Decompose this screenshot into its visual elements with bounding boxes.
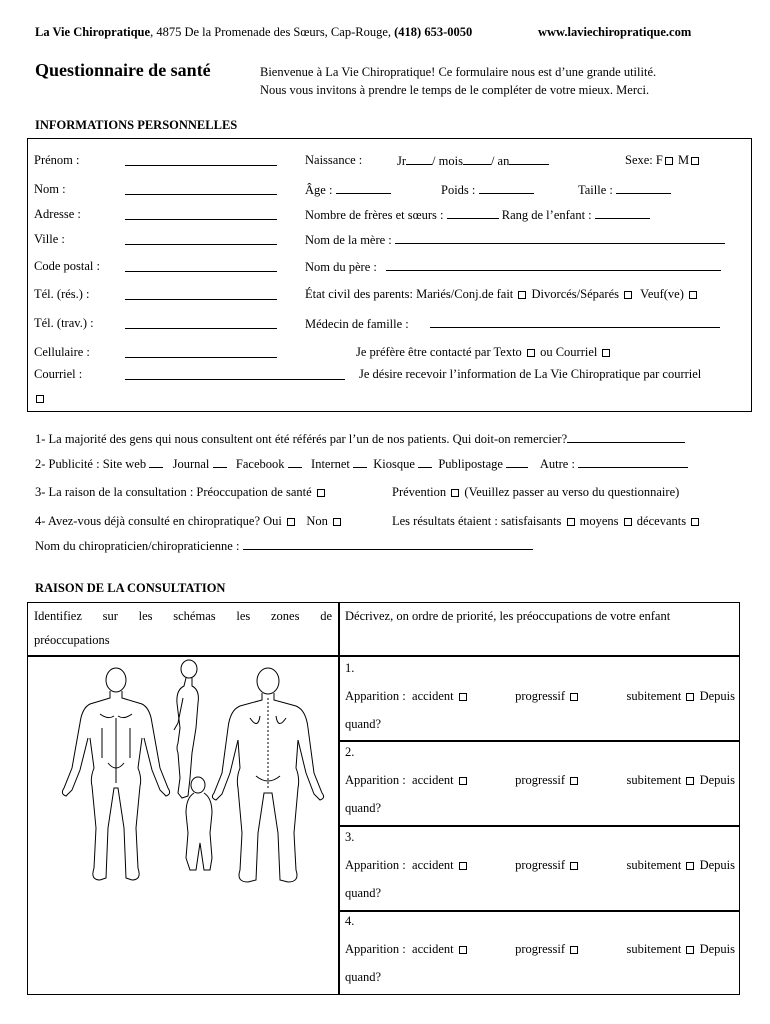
p4-accident-checkbox[interactable]	[459, 946, 467, 954]
priority-2-quand: quand?	[345, 801, 382, 815]
priority-2-number: 2.	[345, 745, 355, 759]
divorces-checkbox[interactable]	[624, 291, 632, 299]
chiro-name: Nom du chiropraticien/chiropraticienne :	[35, 538, 533, 554]
p2-subitement-checkbox[interactable]	[686, 777, 694, 785]
satisfaisants-checkbox[interactable]	[567, 518, 575, 526]
priority-3-quand: quand?	[345, 886, 382, 900]
clinic-name: La Vie Chiropratique	[35, 25, 151, 39]
priority-4-quand: quand?	[345, 970, 382, 984]
mois-field[interactable]	[463, 153, 491, 165]
texto-checkbox[interactable]	[527, 349, 535, 357]
priority-4-number: 4.	[345, 914, 355, 928]
label-nom: Nom :	[34, 182, 66, 196]
naissance-jr: Jr / mois / an	[397, 153, 549, 169]
label-tel-trav: Tél. (trav.) :	[34, 316, 94, 330]
maries-checkbox[interactable]	[518, 291, 526, 299]
back-body-figure	[212, 668, 323, 882]
clinic-website: www.laviechiropratique.com	[538, 25, 692, 39]
p3-subitement-checkbox[interactable]	[686, 862, 694, 870]
naissance-label: Naissance :	[305, 153, 363, 167]
pere-label: Nom du père :	[305, 259, 721, 275]
prenom-field[interactable]	[125, 165, 277, 166]
body-diagram[interactable]	[50, 658, 335, 893]
poids-label: Poids :	[441, 182, 534, 198]
right-header: Décrivez, on ordre de priorité, les préoccupations de votre enfant	[345, 609, 671, 623]
question-3-prevention: Prévention (Veuillez passer au verso du questionnaire)	[392, 485, 680, 499]
header-line	[35, 25, 472, 40]
etat-civil: État civil des parents: Mariés/Conj.de fait Divorcés/Séparés Veuf(ve)	[305, 287, 699, 302]
p3-accident-checkbox[interactable]	[459, 862, 467, 870]
jr-field[interactable]	[406, 153, 432, 165]
left-header-2: préoccupations	[34, 633, 110, 647]
p2-accident-checkbox[interactable]	[459, 777, 467, 785]
mere-label: Nom de la mère :	[305, 232, 725, 248]
page-title: Questionnaire de santé	[35, 60, 211, 80]
prevention-checkbox[interactable]	[451, 489, 459, 497]
taille-label: Taille :	[578, 182, 671, 198]
q1-field[interactable]	[567, 431, 685, 443]
oui-checkbox[interactable]	[287, 518, 295, 526]
medecin-label: Médecin de famille :	[305, 316, 720, 332]
code-postal-field[interactable]	[125, 271, 277, 272]
label-ville: Ville :	[34, 232, 65, 246]
left-header: Identifiez sur les schémas les zones de	[34, 609, 332, 623]
label-tel-res: Tél. (rés.) :	[34, 287, 90, 301]
question-4: 4- Avez-vous déjà consulté en chiropratique? Oui Non	[35, 514, 343, 529]
consultation-heading: RAISON DE LA CONSULTATION	[35, 581, 226, 595]
age-label: Âge :	[305, 182, 391, 198]
priority-3-apparition: Apparition : accident progressif subitement Depuis	[345, 858, 735, 872]
p2-progressif-checkbox[interactable]	[570, 777, 578, 785]
poids-field[interactable]	[479, 182, 534, 194]
label-courriel: Courriel :	[34, 367, 83, 381]
question-4-results: Les résultats étaient : satisfaisants moyens décevants	[392, 514, 701, 529]
age-field[interactable]	[336, 182, 391, 194]
mere-field[interactable]	[395, 232, 725, 244]
label-code-postal: Code postal :	[34, 259, 100, 273]
non-checkbox[interactable]	[333, 518, 341, 526]
an-field[interactable]	[509, 153, 549, 165]
tel-trav-field[interactable]	[125, 328, 277, 329]
p1-accident-checkbox[interactable]	[459, 693, 467, 701]
label-adresse: Adresse :	[34, 207, 81, 221]
clinic-phone: (418) 653-0050	[394, 25, 473, 39]
ville-field[interactable]	[125, 244, 277, 245]
rang-field[interactable]	[595, 207, 650, 219]
question-3: 3- La raison de la consultation : Préoccupation de santé	[35, 485, 327, 500]
intro-line-2: Nous vous invitons à prendre le temps de le compléter de votre mieux. Merci.	[260, 83, 650, 97]
adresse-field[interactable]	[125, 219, 277, 220]
courriel-pref-checkbox[interactable]	[602, 349, 610, 357]
priority-3-number: 3.	[345, 830, 355, 844]
p4-subitement-checkbox[interactable]	[686, 946, 694, 954]
priority-1-apparition: Apparition : accident progressif subitement Depuis	[345, 689, 735, 703]
tel-res-field[interactable]	[125, 299, 277, 300]
nom-field[interactable]	[125, 194, 277, 195]
recevoir-info: Je désire recevoir l’information de La Vie Chiropratique par courriel	[359, 367, 702, 381]
courriel-field[interactable]	[125, 379, 345, 380]
label-cellulaire: Cellulaire :	[34, 345, 90, 359]
freres-field[interactable]	[447, 207, 499, 219]
p1-progressif-checkbox[interactable]	[570, 693, 578, 701]
sexe-f-checkbox[interactable]	[665, 157, 673, 165]
priority-1-number: 1.	[345, 661, 355, 675]
veuf-checkbox[interactable]	[689, 291, 697, 299]
intro-line-1: Bienvenue à La Vie Chiropratique! Ce formulaire nous est d’une grande utilité.	[260, 65, 657, 79]
sexe-field: Sexe: F M	[625, 153, 701, 168]
personal-heading: INFORMATIONS PERSONNELLES	[35, 118, 238, 132]
question-1: 1- La majorité des gens qui nous consultent ont été référés par l’un de nos patients. Qui doit-on remercier?	[35, 431, 685, 447]
p3-progressif-checkbox[interactable]	[570, 862, 578, 870]
taille-field[interactable]	[616, 182, 671, 194]
decevants-checkbox[interactable]	[691, 518, 699, 526]
p4-progressif-checkbox[interactable]	[570, 946, 578, 954]
contact-pref: Je préfère être contacté par Texto ou Courriel	[356, 345, 612, 360]
clinic-address: , 4875 De la Promenade des Sœurs, Cap-Rouge,	[150, 25, 395, 39]
preoccupation-checkbox[interactable]	[317, 489, 325, 497]
p1-subitement-checkbox[interactable]	[686, 693, 694, 701]
courriel-checkbox[interactable]	[34, 390, 46, 408]
priority-1-quand: quand?	[345, 717, 382, 731]
side-body-figure	[174, 660, 198, 798]
front-body-figure	[62, 668, 169, 880]
question-2: 2- Publicité : Site web Journal Facebook Internet Kiosque Publipostage Autre :	[35, 456, 688, 472]
cellulaire-field[interactable]	[125, 357, 277, 358]
moyens-checkbox[interactable]	[624, 518, 632, 526]
child-body-figure	[186, 777, 212, 870]
medecin-field[interactable]	[430, 316, 720, 328]
sexe-m-checkbox[interactable]	[691, 157, 699, 165]
freres-label: Nombre de frères et sœurs : Rang de l’enfant :	[305, 207, 650, 223]
priority-2-apparition: Apparition : accident progressif subitement Depuis	[345, 773, 735, 787]
pere-field[interactable]	[386, 259, 721, 271]
chiro-name-field[interactable]	[243, 538, 533, 550]
priority-4-apparition: Apparition : accident progressif subitement Depuis	[345, 942, 735, 956]
autre-field[interactable]	[578, 456, 688, 468]
label-prenom: Prénom :	[34, 153, 80, 167]
